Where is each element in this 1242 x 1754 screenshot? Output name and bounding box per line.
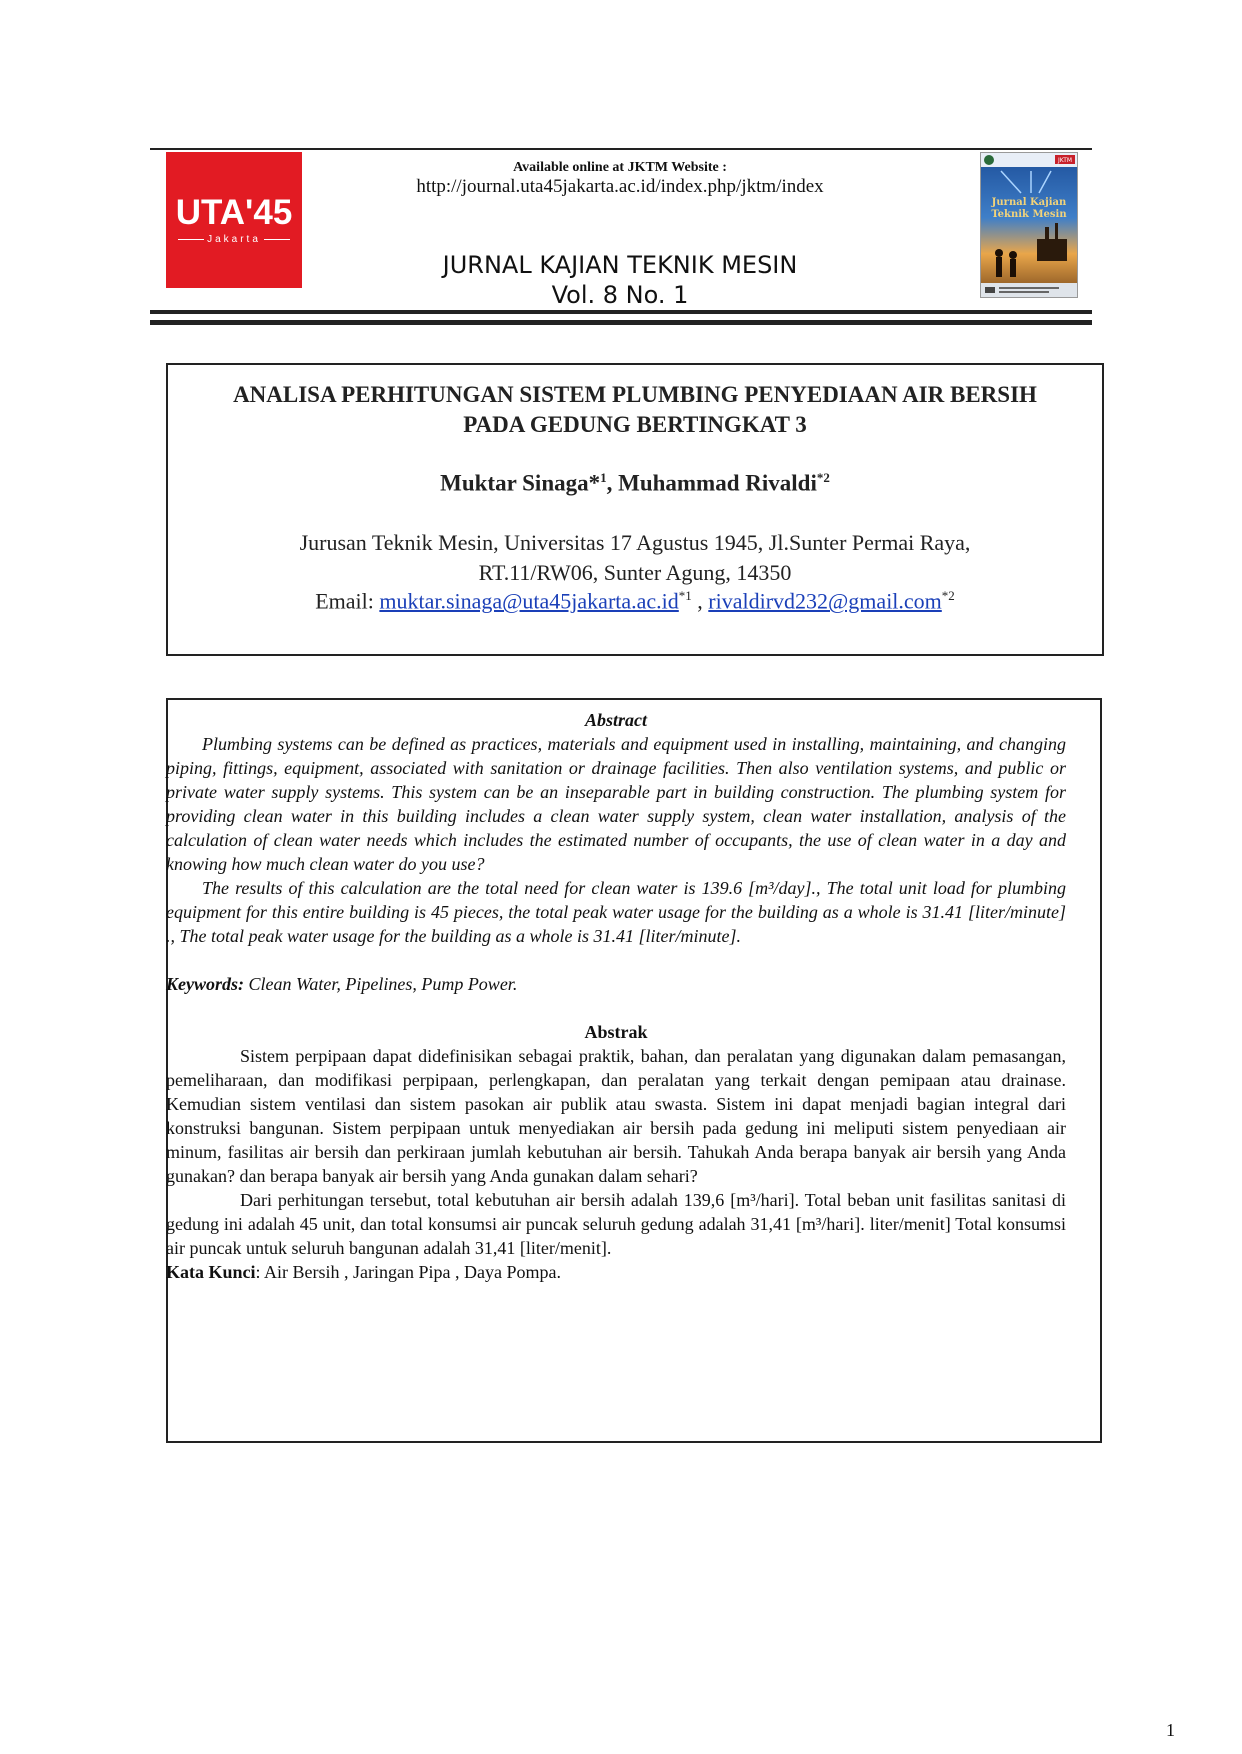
logo-subtext: Jakarta bbox=[207, 234, 261, 245]
abstract-paragraph-2: The results of this calculation are the total need for clean water is 139.6 [m³/day]., The total unit load for plumbing equipment for this entire building is 45 pieces, the total peak water usage for the building as a whole is 31.41 [liter/minute] ., The total peak water usage for the building as a whole is 31.41 [liter/minute]. bbox=[166, 878, 1066, 946]
email-line bbox=[166, 588, 1104, 614]
logo-sub-row bbox=[178, 234, 290, 245]
spacer bbox=[166, 948, 1066, 972]
kata-kunci bbox=[166, 1260, 1066, 1284]
journal-url[interactable]: http://journal.uta45jakarta.ac.id/index.php/jktm/index bbox=[416, 176, 824, 197]
abstrak-paragraph-2: Dari perhitungan tersebut, total kebutuhan air bersih adalah 139,6 [m³/hari]. Total beban unit fasilitas sanitasi di gedung ini adalah 45 unit, dan total konsumsi air puncak seluruh gedung adalah 31,41 [m³/hari]. liter/menit] Total konsumsi air puncak untuk seluruh bangunan adalah 31,41 [liter/menit]. bbox=[166, 1190, 1066, 1258]
header-bottom-rule bbox=[150, 310, 1092, 314]
paper-title-line-1: ANALISA PERHITUNGAN SISTEM PLUMBING PENYEDIAAN AIR BERSIH bbox=[233, 382, 1037, 407]
abstrak-heading: Abstrak bbox=[584, 1022, 648, 1042]
cover-illustration bbox=[981, 153, 1077, 297]
journal-volume: Vol. 8 No. 1 bbox=[551, 281, 689, 309]
cover-title-2: Teknik Mesin bbox=[991, 209, 1067, 220]
abstract-content bbox=[166, 708, 1066, 1284]
header-top-rule bbox=[150, 148, 1092, 150]
author-2-sup: *2 bbox=[816, 470, 830, 485]
keywords bbox=[166, 972, 1066, 996]
affiliation-line-2: RT.11/RW06, Sunter Agung, 14350 bbox=[478, 560, 792, 585]
paper-title-line-2: PADA GEDUNG BERTINGKAT 3 bbox=[463, 412, 807, 437]
cover-badge: JKTM bbox=[1057, 157, 1073, 164]
spacer bbox=[166, 996, 1066, 1020]
journal-name: JURNAL KAJIAN TEKNIK MESIN bbox=[442, 251, 798, 279]
kata-kunci-label: Kata Kunci bbox=[166, 1262, 256, 1282]
abstract-heading: Abstract bbox=[584, 710, 647, 730]
journal-cover-image bbox=[980, 152, 1078, 298]
uta45-logo bbox=[166, 152, 302, 288]
paper-title bbox=[166, 380, 1104, 440]
affiliation-line-1: Jurusan Teknik Mesin, Universitas 17 Agustus 1945, Jl.Sunter Permai Raya, bbox=[299, 530, 971, 555]
available-online-label: Available online at JKTM Website : bbox=[513, 160, 727, 175]
logo-divider bbox=[178, 239, 204, 240]
email-link-1[interactable]: muktar.sinaga@uta45jakarta.ac.id bbox=[379, 588, 679, 614]
email-2-sup: *2 bbox=[941, 588, 955, 603]
email-link-2[interactable]: rivaldirvd232@gmail.com bbox=[708, 588, 942, 614]
abstrak-paragraph-1: Sistem perpipaan dapat didefinisikan sebagai praktik, bahan, dan peralatan yang digunakan dalam pemasangan, pemeliharaan, dan modifikasi perpipaan, perlengkapan, dan peralatan yang terkait dengan pemipaan atau drainase. Kemudian sistem ventilasi dan sistem pasokan air publik atau swasta. Sistem ini dapat menjadi bagian integral dari konstruksi bangunan. Sistem perpipaan untuk menyediakan air bersih pada gedung ini meliputi sistem penyediaan air minum, fasilitas air bersih dan perkiraan jumlah kebutuhan air bersih. Tahukah Anda berapa banyak air bersih yang Anda gunakan? dan berapa banyak air bersih yang Anda gunakan dalam sehari? bbox=[166, 1046, 1066, 1186]
kata-kunci-text: : Air Bersih , Jaringan Pipa , Daya Pompa. bbox=[255, 1262, 561, 1282]
email-1-sup: *1 bbox=[678, 588, 692, 603]
authors bbox=[166, 470, 1104, 497]
keywords-text: Clean Water, Pipelines, Pump Power. bbox=[244, 974, 518, 994]
email-label: Email: bbox=[315, 588, 380, 614]
header-bottom-rule-thick bbox=[150, 320, 1092, 325]
journal-title-block bbox=[320, 250, 920, 310]
author-1: Muktar Sinaga* bbox=[440, 470, 601, 496]
affiliation bbox=[166, 528, 1104, 588]
cover-title-1: Jurnal Kajian bbox=[991, 197, 1067, 208]
logo-divider bbox=[264, 239, 290, 240]
keywords-label: Keywords: bbox=[166, 974, 244, 994]
email-separator: , bbox=[691, 588, 709, 614]
abstract-paragraph-1: Plumbing systems can be defined as practices, materials and equipment used in installing, maintaining, and changing piping, fittings, equipment, associated with sanitation or drainage facilities. Then also ventilation systems, and public or private water supply systems. This system can be an inseparable part in building construction. The plumbing system for providing clean water in this building includes a clean water supply system, clean water installation, analysis of the calculation of clean water needs which includes the estimated number of occupants, the use of clean water in a day and knowing how much clean water do you use? bbox=[166, 734, 1066, 874]
author-2: , Muhammad Rivaldi bbox=[606, 470, 817, 496]
logo-text: UTA'45 bbox=[175, 193, 293, 232]
page-number: 1 bbox=[1166, 1720, 1175, 1740]
author-1-sup: 1 bbox=[600, 470, 607, 485]
